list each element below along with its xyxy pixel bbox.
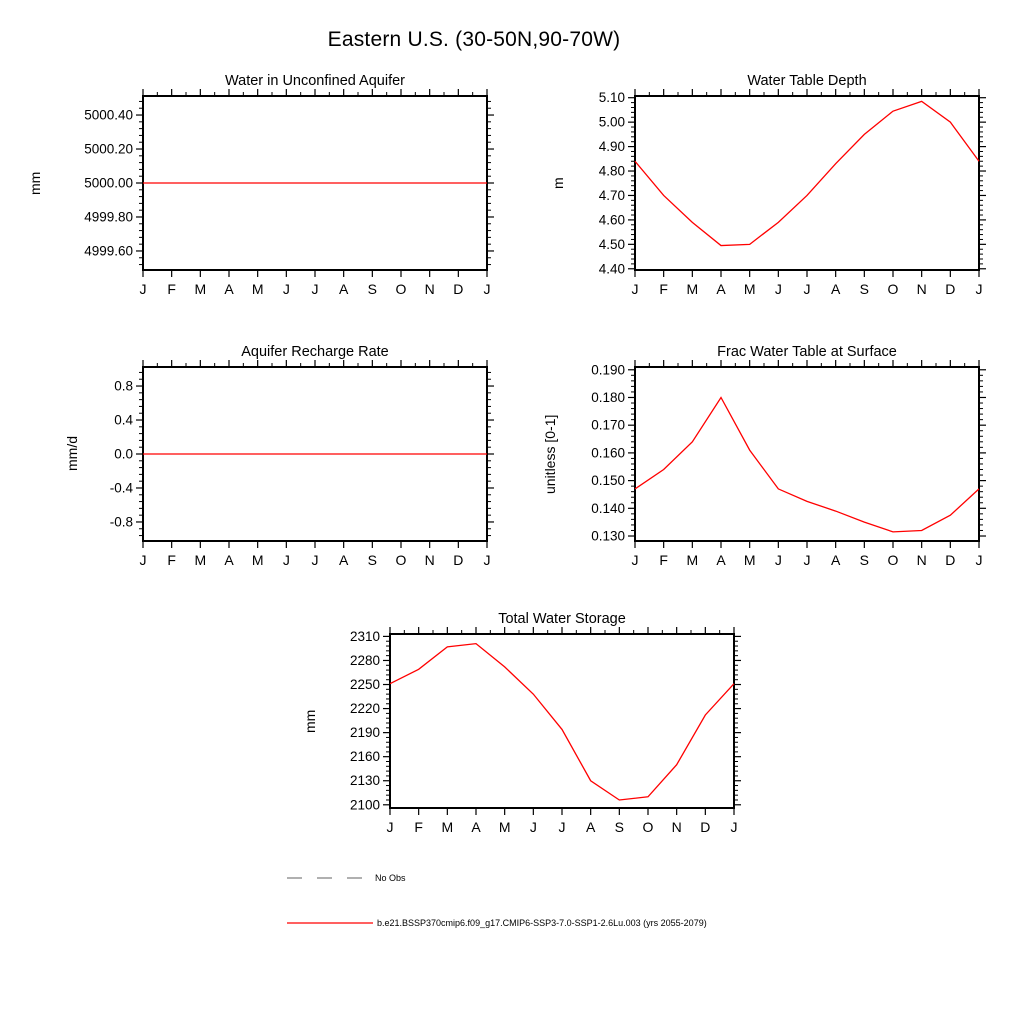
y-tick-label: 2100 [349, 797, 380, 813]
y-tick-label: 2250 [349, 677, 380, 693]
legend-series-label: b.e21.BSSP370cmip6.f09_g17.CMIP6-SSP3-7.0-SSP1-2.6Lu.003 (yrs 2055-2079) [377, 918, 707, 928]
y-tick-label: 0.180 [591, 389, 625, 405]
chart-water-table-depth [550, 73, 983, 297]
chart-aquifer-recharge-rate [64, 344, 491, 568]
x-tick-label: J [139, 281, 147, 297]
x-tick-label: D [945, 552, 956, 568]
plot-area [109, 367, 491, 568]
x-tick-label: S [614, 819, 625, 835]
x-tick-label: J [730, 819, 738, 835]
x-tick-label: N [424, 552, 435, 568]
chart-title: Water in Unconfined Aquifer [224, 73, 405, 89]
x-tick-label: A [471, 819, 481, 835]
y-tick-label: 0.170 [591, 417, 625, 433]
x-tick-label: J [139, 552, 147, 568]
x-tick-label: F [659, 552, 668, 568]
x-tick-label: M [686, 552, 699, 568]
x-tick-label: J [803, 552, 811, 568]
x-tick-label: A [224, 552, 234, 568]
y-tick-label: 0.4 [114, 412, 133, 428]
x-tick-label: J [774, 552, 782, 568]
y-tick-label: 0.150 [591, 473, 625, 489]
x-tick-label: M [686, 281, 699, 297]
y-tick-label: 2160 [349, 749, 380, 765]
x-tick-label: M [194, 552, 207, 568]
x-tick-label: O [642, 819, 654, 835]
x-tick-label: O [395, 552, 407, 568]
x-tick-label: M [441, 819, 454, 835]
plot-area [598, 90, 983, 297]
y-tick-label: 2190 [349, 725, 380, 741]
x-tick-label: F [167, 281, 176, 297]
x-tick-label: F [414, 819, 423, 835]
x-tick-label: M [498, 819, 511, 835]
chart-title: Frac Water Table at Surface [717, 344, 897, 360]
x-tick-label: A [585, 819, 596, 835]
x-tick-label: N [424, 281, 435, 297]
x-tick-label: D [453, 552, 464, 568]
no-obs-dashed-line-swatch [287, 872, 363, 884]
y-axis-label: unitless [0-1] [542, 414, 558, 494]
x-tick-label: M [251, 552, 264, 568]
x-tick-label: A [338, 281, 349, 297]
chart-title: Water Table Depth [747, 73, 867, 89]
series-line-swatch [287, 917, 373, 929]
y-tick-label: 2310 [349, 628, 380, 644]
y-tick-label: 4999.60 [84, 243, 133, 259]
x-tick-label: N [916, 281, 927, 297]
chart-frac-water-table-at-surface [542, 344, 983, 568]
y-tick-label: 5.00 [598, 114, 625, 130]
plot-border [635, 96, 979, 270]
y-tick-label: 0.130 [591, 528, 625, 544]
y-tick-label: 4.70 [598, 187, 625, 203]
x-tick-label: M [743, 552, 756, 568]
x-tick-label: J [311, 281, 319, 297]
chart-title: Total Water Storage [498, 611, 626, 627]
y-tick-label: 5.10 [598, 90, 625, 106]
y-tick-label: 0.8 [114, 378, 133, 394]
y-axis-label: mm [27, 171, 43, 195]
x-tick-label: F [167, 552, 176, 568]
x-tick-label: A [716, 552, 726, 568]
x-tick-label: N [916, 552, 927, 568]
series-line [635, 101, 979, 245]
x-tick-label: J [774, 281, 782, 297]
legend-series [287, 917, 707, 929]
x-tick-label: S [367, 281, 378, 297]
x-tick-label: F [659, 281, 668, 297]
y-axis-label: m [550, 177, 566, 189]
y-tick-label: -0.8 [109, 514, 133, 530]
chart-water-in-unconfined-aquifer [27, 73, 491, 297]
x-tick-label: A [224, 281, 234, 297]
x-tick-label: J [631, 552, 639, 568]
x-tick-label: A [830, 552, 841, 568]
y-tick-label: 2130 [349, 773, 380, 789]
y-tick-label: 5000.00 [84, 175, 133, 191]
x-tick-label: O [395, 281, 407, 297]
x-tick-label: D [453, 281, 464, 297]
x-tick-label: J [803, 281, 811, 297]
x-tick-label: J [975, 552, 983, 568]
series-line [635, 397, 979, 531]
y-tick-label: 2220 [349, 701, 380, 717]
x-tick-label: O [887, 552, 899, 568]
x-tick-label: M [251, 281, 264, 297]
x-tick-label: D [945, 281, 956, 297]
x-tick-label: J [282, 281, 290, 297]
y-tick-label: 0.140 [591, 500, 625, 516]
y-tick-label: -0.4 [109, 480, 133, 496]
series-line [390, 644, 734, 800]
x-tick-label: N [671, 819, 682, 835]
y-tick-label: 0.0 [114, 446, 133, 462]
y-tick-label: 0.190 [591, 362, 625, 378]
plot-border [635, 367, 979, 541]
x-tick-label: J [529, 819, 537, 835]
chart-total-water-storage [302, 611, 738, 835]
x-tick-label: J [386, 819, 394, 835]
x-tick-label: S [367, 552, 378, 568]
x-tick-label: J [282, 552, 290, 568]
legend-no-obs-label: No Obs [375, 873, 406, 883]
plot-area [84, 96, 491, 297]
page-title: Eastern U.S. (30-50N,90-70W) [327, 28, 621, 51]
x-tick-label: A [830, 281, 841, 297]
plot-area [591, 362, 983, 568]
y-tick-label: 4.60 [598, 212, 625, 228]
x-tick-label: A [716, 281, 726, 297]
y-tick-label: 4.50 [598, 236, 625, 252]
y-tick-label: 4.80 [598, 163, 625, 179]
x-tick-label: D [700, 819, 711, 835]
x-tick-label: J [631, 281, 639, 297]
x-tick-label: J [483, 552, 491, 568]
y-tick-label: 2280 [349, 652, 380, 668]
x-tick-label: J [483, 281, 491, 297]
x-tick-label: M [194, 281, 207, 297]
y-axis-label: mm/d [64, 436, 80, 472]
y-tick-label: 4.90 [598, 139, 625, 155]
y-tick-label: 5000.20 [84, 141, 133, 157]
x-tick-label: A [338, 552, 349, 568]
y-tick-label: 4.40 [598, 261, 625, 277]
x-tick-label: J [311, 552, 319, 568]
plot-border [390, 634, 734, 808]
y-tick-label: 5000.40 [84, 107, 133, 123]
plot-area [349, 628, 738, 835]
y-tick-label: 4999.80 [84, 209, 133, 225]
legend-no-obs [287, 872, 406, 884]
x-tick-label: J [558, 819, 566, 835]
x-tick-label: S [859, 281, 870, 297]
chart-title: Aquifer Recharge Rate [241, 344, 389, 360]
x-tick-label: O [887, 281, 899, 297]
y-tick-label: 0.160 [591, 445, 625, 461]
y-axis-label: mm [302, 709, 318, 733]
x-tick-label: J [975, 281, 983, 297]
x-tick-label: M [743, 281, 756, 297]
x-tick-label: S [859, 552, 870, 568]
